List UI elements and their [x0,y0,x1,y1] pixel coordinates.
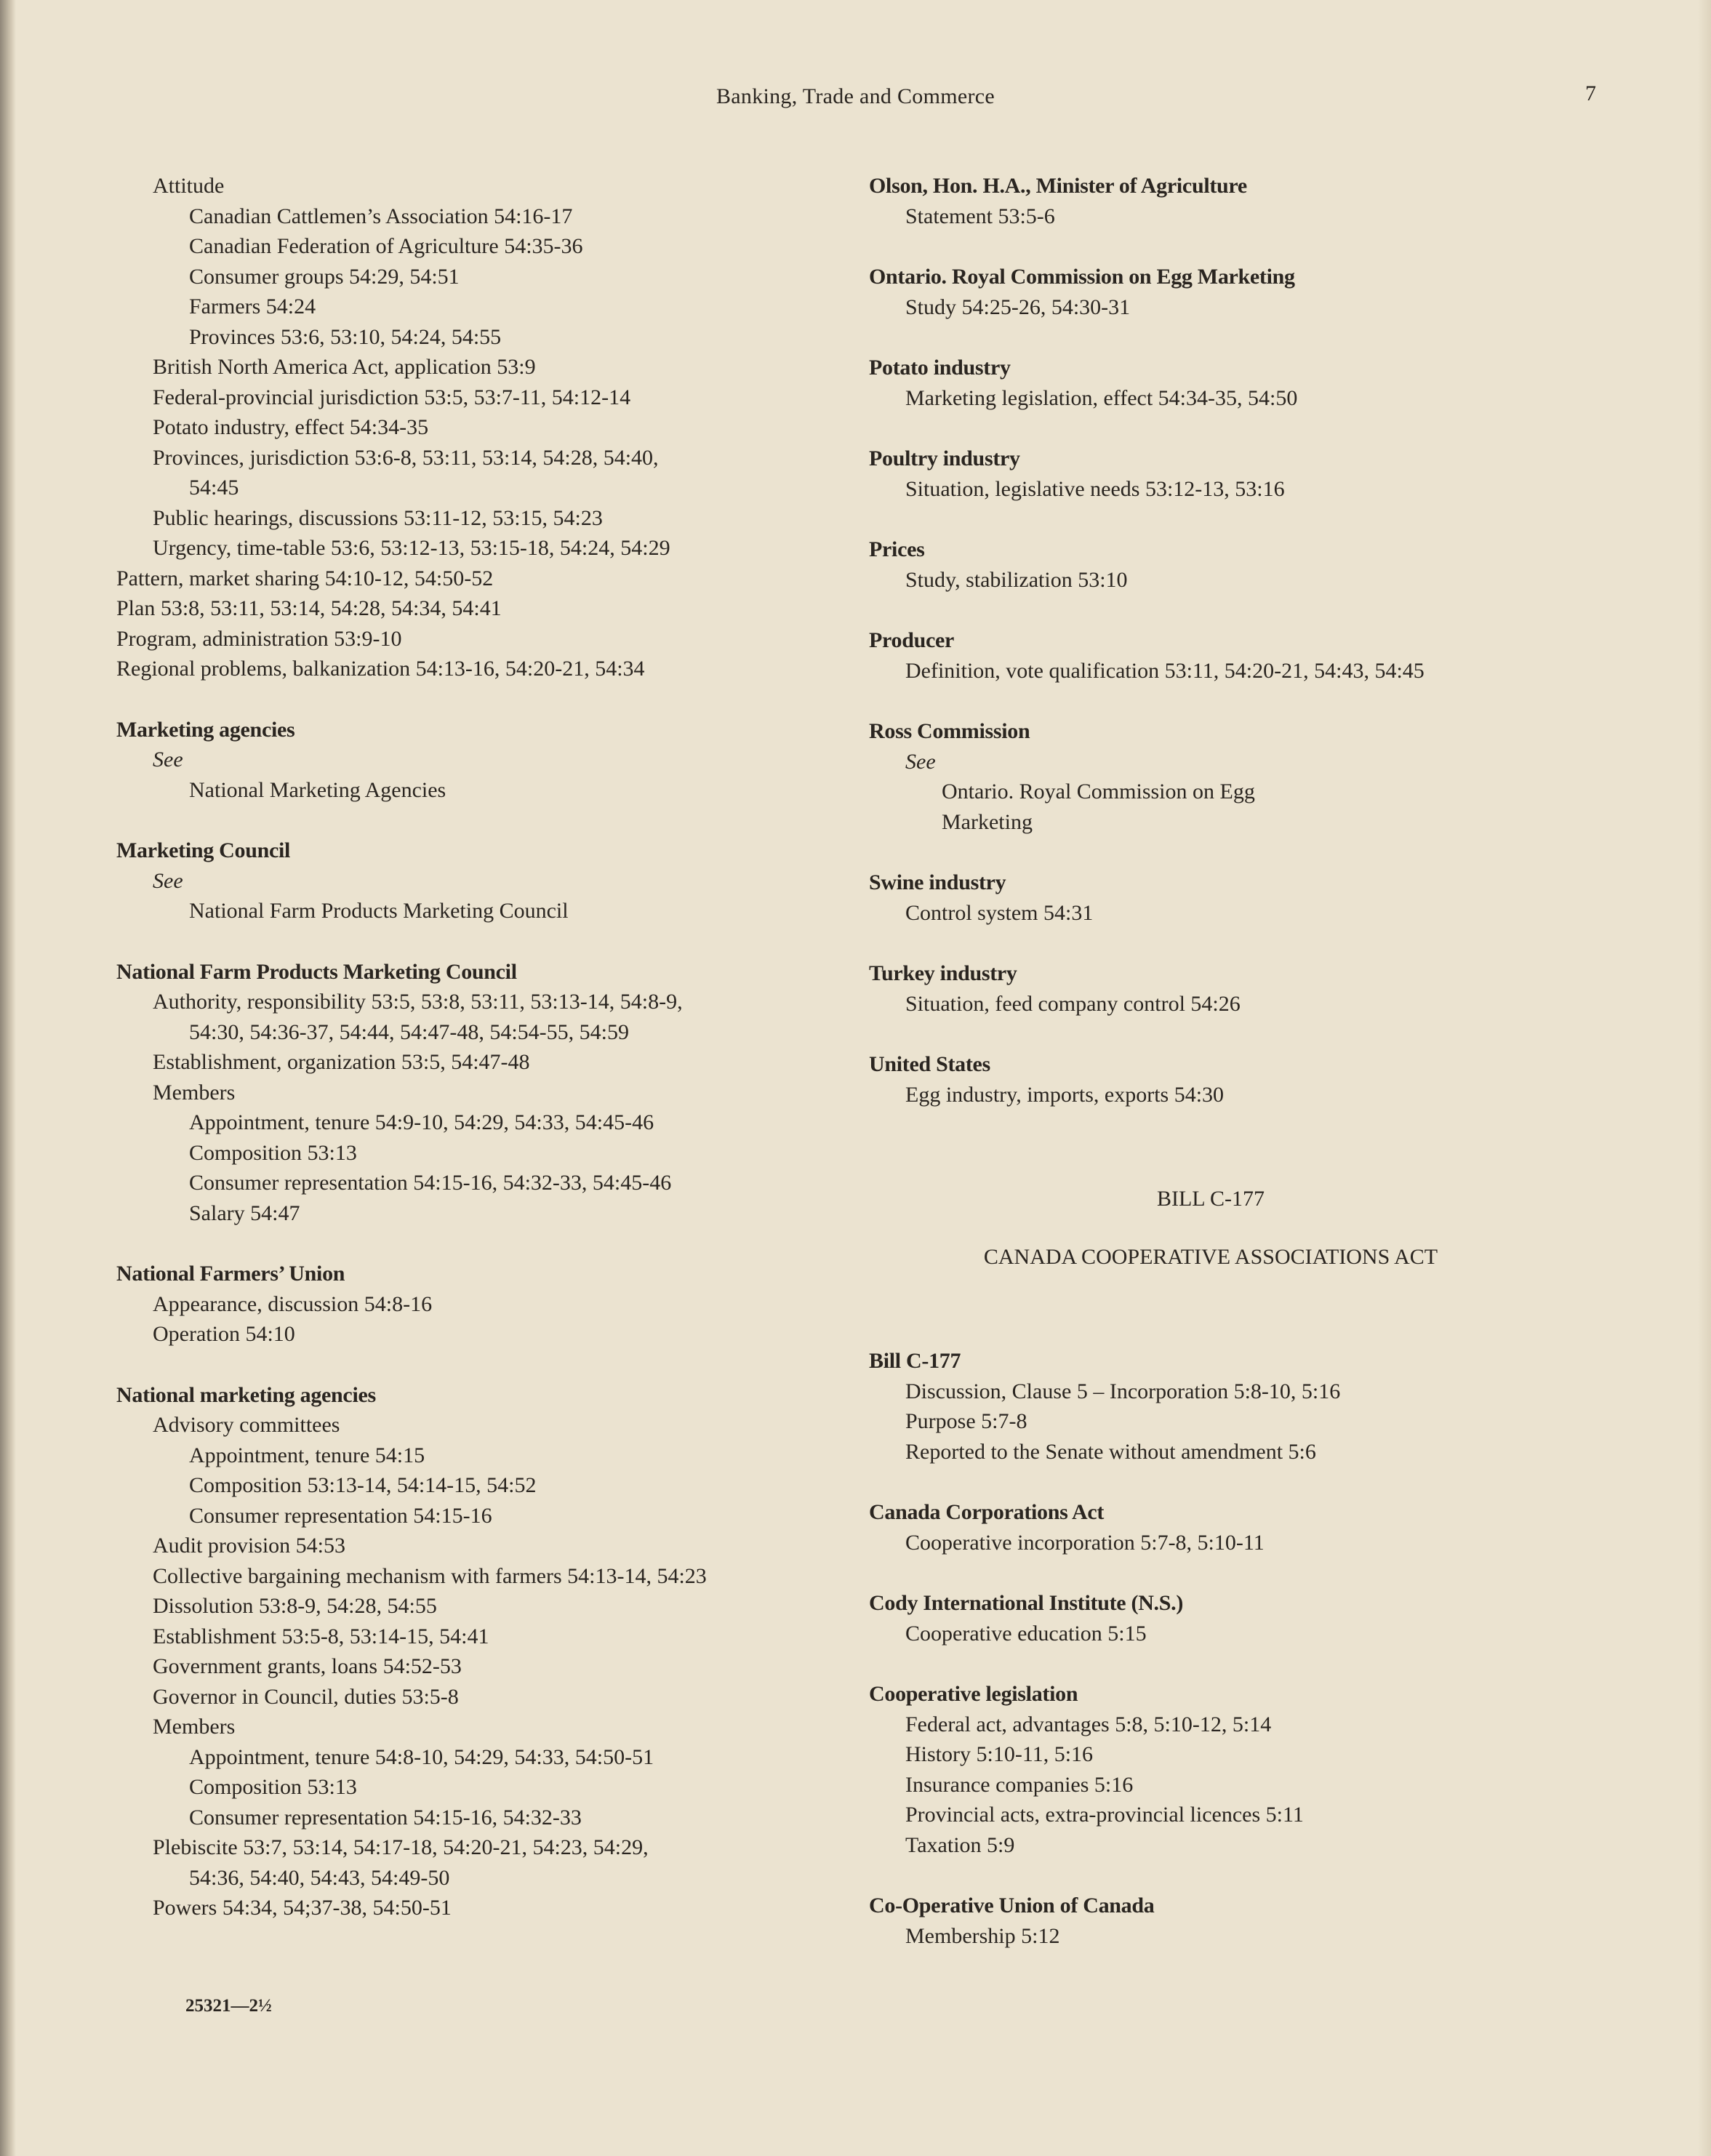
index-heading: National Farmers’ Union [116,1262,345,1286]
index-entry: Purpose 5:7-8 [905,1409,1027,1433]
index-entry: Public hearings, discussions 53:11-12, 53:15, 54:23 [153,505,603,530]
index-entry: Government grants, loans 54:52-53 [153,1654,462,1678]
index-entry: Pattern, market sharing 54:10-12, 54:50-52 [116,566,494,590]
index-entry: National Farm Products Marketing Council [189,899,569,923]
index-gap [116,1228,851,1259]
index-entry: Consumer representation 54:15-16, 54:32-33 [189,1805,582,1830]
index-entry: Consumer groups 54:29, 54:51 [189,264,460,289]
page-number: 7 [1585,81,1596,105]
index-entry: Operation 54:10 [153,1322,295,1346]
index-gap [869,322,1523,353]
index-heading: Olson, Hon. H.A., Minister of Agriculture [869,174,1247,198]
index-heading: Bill C-177 [869,1349,961,1373]
index-column-right [869,171,1523,1951]
index-entry: Establishment 53:5-8, 53:14-15, 54:41 [153,1624,489,1648]
index-entry: Advisory committees [153,1413,340,1437]
index-entry: Marketing [942,809,1033,834]
index-entry: Membership 5:12 [905,1923,1060,1948]
index-gap [869,1467,1523,1497]
index-entry: Powers 54:34, 54;37-38, 54:50-51 [153,1896,452,1920]
section-title: CANADA COOPERATIVE ASSOCIATIONS ACT [983,1244,1438,1269]
index-heading: Cody International Institute (N.S.) [869,1591,1184,1615]
index-entry: Regional problems, balkanization 54:13-16, 54:20-21, 54:34 [116,657,645,681]
see-reference: See [905,749,936,774]
index-entry: Consumer representation 54:15-16 [189,1503,492,1528]
index-gap [869,1272,1523,1302]
index-entry: Composition 53:13 [189,1775,357,1799]
index-entry: Plan 53:8, 53:11, 53:14, 54:28, 54:34, 54:41 [116,596,502,620]
index-heading: Marketing Council [116,838,291,862]
index-entry: Consumer representation 54:15-16, 54:32-33, 54:45-46 [189,1171,672,1195]
index-entry: Reported to the Senate without amendment 5:6 [905,1439,1316,1464]
index-gap [869,686,1523,716]
index-entry: Authority, responsibility 53:5, 53:8, 53:11, 53:13-14, 54:8-9, [153,990,683,1014]
index-entry: Study 54:25-26, 54:30-31 [905,294,1131,319]
index-heading: Cooperative legislation [869,1682,1078,1706]
index-entry: National Marketing Agencies [189,777,446,802]
index-heading: National marketing agencies [116,1382,376,1407]
index-gap [869,1140,1523,1184]
index-gap [116,1350,851,1380]
index-entry: Federal-provincial jurisdiction 53:5, 53:7-11, 54:12-14 [153,385,631,409]
index-entry-continuation: 54:30, 54:36-37, 54:44, 54:47-48, 54:54-55, 54:59 [189,1019,629,1044]
index-entry: Ontario. Royal Commission on Egg [942,780,1255,804]
index-entry-continuation: 54:45 [189,476,239,500]
index-heading: Ontario. Royal Commission on Egg Marketing [869,265,1295,289]
index-entry: Situation, legislative needs 53:12-13, 53:16 [905,476,1285,501]
index-entry: Discussion, Clause 5 – Incorporation 5:8-10, 5:16 [905,1379,1341,1403]
index-entry: Canadian Cattlemen’s Association 54:16-17 [189,204,573,228]
index-entry: Composition 53:13-14, 54:14-15, 54:52 [189,1473,537,1497]
index-entry: Attitude [153,174,225,198]
index-entry: Provinces 53:6, 53:10, 54:24, 54:55 [189,324,502,349]
index-heading: Marketing agencies [116,717,295,742]
index-gap [869,1302,1523,1346]
index-gap [869,1019,1523,1049]
index-entry: Appearance, discussion 54:8-16 [153,1291,433,1316]
index-heading: Swine industry [869,870,1006,894]
index-entry: Appointment, tenure 54:15 [189,1443,425,1467]
index-entry: Canadian Federation of Agriculture 54:35-36 [189,234,583,258]
index-entry: Statement 53:5-6 [905,204,1055,228]
index-entry: Provincial acts, extra-provincial licences 5:11 [905,1803,1304,1827]
index-gap [869,595,1523,625]
index-entry: Provinces, jurisdiction 53:6-8, 53:11, 53:14, 54:28, 54:40, [153,445,659,470]
index-entry: Study, stabilization 53:10 [905,567,1128,592]
index-entry: Potato industry, effect 54:34-35 [153,415,429,439]
index-entry: Definition, vote qualification 53:11, 54:20-21, 54:43, 54:45 [905,658,1425,683]
index-gap [869,1648,1523,1679]
index-entry: Establishment, organization 53:5, 54:47-48 [153,1050,530,1074]
index-gap [869,1110,1523,1140]
index-entry: Salary 54:47 [189,1201,300,1225]
index-gap [116,684,851,715]
footer-code: 25321—2½ [185,1996,272,2016]
index-entry: Cooperative incorporation 5:7-8, 5:10-11 [905,1530,1265,1555]
index-entry: Appointment, tenure 54:9-10, 54:29, 54:33, 54:45-46 [189,1110,654,1134]
index-entry: Control system 54:31 [905,900,1094,925]
index-entry: Composition 53:13 [189,1140,357,1165]
index-entry-continuation: 54:36, 54:40, 54:43, 54:49-50 [189,1865,450,1890]
index-gap [116,805,851,835]
index-heading: Ross Commission [869,719,1030,743]
index-entry: Members [153,1715,236,1739]
index-entry: Marketing legislation, effect 54:34-35, 54:50 [905,385,1298,410]
see-reference: See [153,748,183,772]
index-entry: Audit provision 54:53 [153,1534,346,1558]
page-edge-shadow [1698,0,1711,2156]
index-entry: Situation, feed company control 54:26 [905,991,1241,1016]
index-gap [116,926,851,957]
index-gap [869,413,1523,444]
index-gap [869,928,1523,958]
index-entry: Cooperative education 5:15 [905,1621,1147,1646]
index-heading: Potato industry [869,356,1011,380]
index-gap [869,837,1523,867]
index-gap [869,1860,1523,1891]
index-heading: Canada Corporations Act [869,1500,1105,1524]
index-entry: British North America Act, application 53:9 [153,355,536,379]
index-entry: Insurance companies 5:16 [905,1772,1134,1797]
index-entry: Program, administration 53:9-10 [116,626,402,651]
index-gap [869,231,1523,262]
index-heading: Poultry industry [869,446,1020,470]
index-entry: Taxation 5:9 [905,1832,1015,1857]
index-heading: Prices [869,537,925,561]
index-entry: Egg industry, imports, exports 54:30 [905,1082,1225,1107]
index-heading: Co-Operative Union of Canada [869,1893,1155,1917]
index-heading: National Farm Products Marketing Council [116,959,517,984]
page-spine-shadow [0,0,16,2156]
index-entry: Dissolution 53:8-9, 54:28, 54:55 [153,1594,437,1618]
index-entry: Members [153,1080,236,1105]
index-entry: Governor in Council, duties 53:5-8 [153,1684,459,1709]
index-entry: Farmers 54:24 [189,294,316,318]
index-entry: History 5:10-11, 5:16 [905,1742,1094,1766]
index-gap [869,504,1523,534]
index-gap [869,1558,1523,1588]
index-gap [869,1214,1523,1242]
index-entry: Collective bargaining mechanism with farmers 54:13-14, 54:23 [153,1563,707,1588]
index-heading: United States [869,1052,990,1076]
index-heading: Turkey industry [869,961,1017,985]
section-title: BILL C-177 [1156,1187,1265,1211]
index-entry: Urgency, time-table 53:6, 53:12-13, 53:15-18, 54:24, 54:29 [153,536,670,560]
index-heading: Producer [869,628,955,652]
index-column-left [116,171,851,1923]
index-entry: Plebiscite 53:7, 53:14, 54:17-18, 54:20-21, 54:23, 54:29, [153,1835,649,1859]
see-reference: See [153,868,183,893]
index-entry: Federal act, advantages 5:8, 5:10-12, 5:14 [905,1712,1272,1736]
index-entry: Appointment, tenure 54:8-10, 54:29, 54:33, 54:50-51 [189,1744,654,1769]
running-head: Banking, Trade and Commerce [716,84,995,108]
